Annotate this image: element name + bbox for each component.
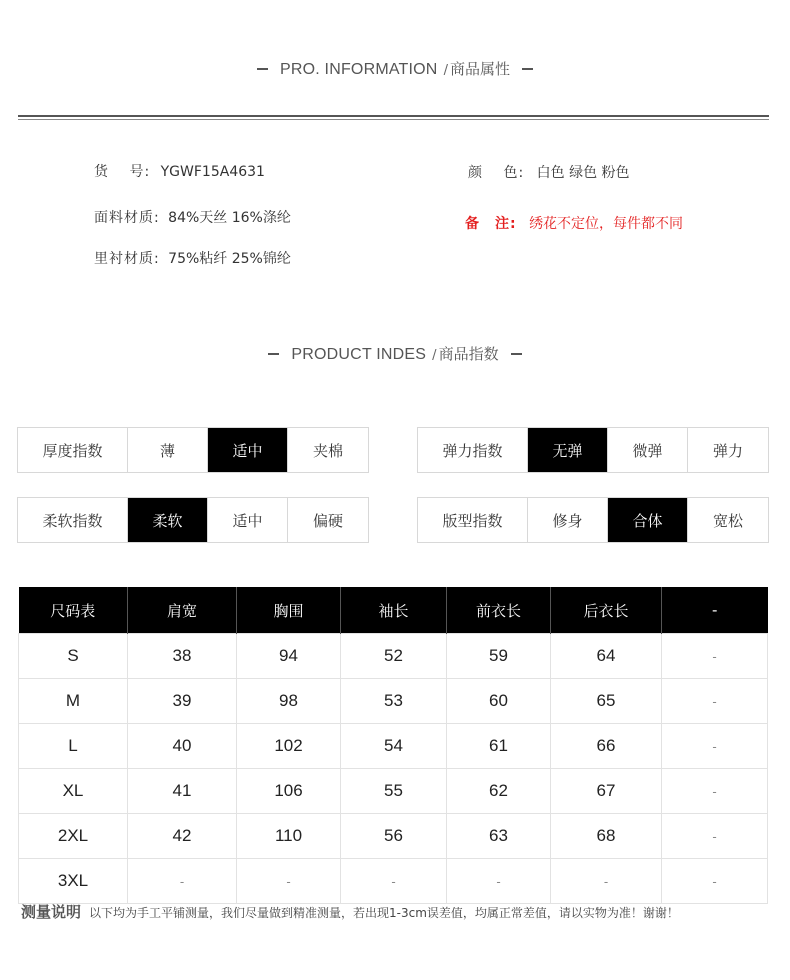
- table-cell: S: [19, 634, 128, 679]
- index-option-selected: 合体: [608, 498, 688, 542]
- index-option: 偏硬: [312, 511, 343, 530]
- table-cell: 106: [237, 769, 341, 814]
- index-option-selected: 适中: [208, 428, 288, 472]
- table-cell: 41: [128, 769, 237, 814]
- table-cell: 67: [551, 769, 662, 814]
- table-cell: 2XL: [19, 814, 128, 859]
- info-remark-value: 绣花不定位，每件都不同: [529, 216, 684, 232]
- table-cell: 59: [447, 634, 551, 679]
- table-cell: -: [662, 634, 768, 679]
- table-cell: -: [237, 859, 341, 904]
- table-cell: 55: [341, 769, 447, 814]
- section-title-cn: 商品属性: [449, 60, 510, 78]
- size-table-header-cell: 肩宽: [128, 587, 237, 634]
- size-table-header-cell: 袖长: [341, 587, 447, 634]
- table-cell: XL: [19, 769, 128, 814]
- index-label: 柔软指数: [18, 498, 128, 542]
- index-label: 弹力指数: [418, 428, 528, 472]
- table-cell: 53: [341, 679, 447, 724]
- divider-line: [18, 115, 769, 117]
- title-dash-right: [522, 68, 533, 70]
- measurement-note-text: 以下均为手工平铺测量，我们尽量做到精准测量，若出现1-3cm误差值，均属正常差值，请以实物为准！谢谢！: [89, 906, 679, 920]
- info-fabric-label: 面料材质:: [94, 210, 160, 226]
- info-remark-label: 备 注:: [465, 216, 517, 232]
- size-table-header-cell: 后衣长: [551, 587, 662, 634]
- table-cell: -: [341, 859, 447, 904]
- title-dash-left: [268, 353, 279, 355]
- info-lining-value: 75%粘纤 25%锦纶: [168, 251, 291, 267]
- table-cell: 56: [341, 814, 447, 859]
- index-option: 薄: [128, 428, 208, 472]
- table-cell: 39: [128, 679, 237, 724]
- section-title-en: PRODUCT INDES: [291, 346, 427, 363]
- table-cell: 52: [341, 634, 447, 679]
- table-cell: 65: [551, 679, 662, 724]
- size-table-header-cell: -: [662, 587, 768, 634]
- index-option-selected: 无弹: [528, 428, 608, 472]
- info-lining: [94, 248, 291, 268]
- info-fabric: [94, 207, 291, 227]
- table-cell: 102: [237, 724, 341, 769]
- table-cell: -: [662, 679, 768, 724]
- size-table-header: [19, 587, 768, 634]
- table-cell: 42: [128, 814, 237, 859]
- index-option: 微弹: [608, 428, 688, 472]
- table-cell: 94: [237, 634, 341, 679]
- table-cell: 63: [447, 814, 551, 859]
- measurement-note: [21, 901, 679, 922]
- table-cell: 60: [447, 679, 551, 724]
- info-color-value: 白色 绿色 粉色: [536, 165, 630, 181]
- index-option: 弹力: [712, 441, 743, 460]
- table-cell: 54: [341, 724, 447, 769]
- info-lining-label: 里衬材质:: [94, 251, 160, 267]
- index-option: 宽松: [712, 511, 743, 530]
- section-title-slash: /: [432, 348, 437, 363]
- table-cell: 38: [128, 634, 237, 679]
- table-row: [19, 634, 768, 679]
- table-cell: M: [19, 679, 128, 724]
- size-table: [18, 587, 768, 904]
- info-color-label: 颜 色:: [468, 165, 525, 181]
- table-cell: L: [19, 724, 128, 769]
- table-cell: -: [447, 859, 551, 904]
- index-fit: [417, 497, 769, 543]
- table-cell: 98: [237, 679, 341, 724]
- index-softness: [17, 497, 369, 543]
- table-row: [19, 769, 768, 814]
- table-cell: 40: [128, 724, 237, 769]
- size-table-header-cell: 尺码表: [19, 587, 128, 634]
- size-table-header-cell: 胸围: [237, 587, 341, 634]
- table-cell: 3XL: [19, 859, 128, 904]
- table-cell: -: [128, 859, 237, 904]
- index-label: 厚度指数: [18, 428, 128, 472]
- table-cell: -: [551, 859, 662, 904]
- index-option-selected: 柔软: [128, 498, 208, 542]
- table-cell: 62: [447, 769, 551, 814]
- measurement-note-title: 测量说明: [21, 903, 82, 921]
- section-title-en: PRO. INFORMATION: [280, 61, 438, 78]
- table-cell: 110: [237, 814, 341, 859]
- table-cell: 64: [551, 634, 662, 679]
- index-label: 版型指数: [418, 498, 528, 542]
- table-cell: 61: [447, 724, 551, 769]
- divider-line-thin: [18, 119, 769, 120]
- info-color: [468, 162, 630, 182]
- table-cell: -: [662, 724, 768, 769]
- table-row: [19, 859, 768, 904]
- table-cell: -: [662, 814, 768, 859]
- section-title-pro-information: [0, 58, 790, 79]
- index-thickness: [17, 427, 369, 473]
- info-item-no-value: YGWF15A4631: [160, 164, 265, 180]
- table-row: [19, 724, 768, 769]
- table-cell: -: [662, 859, 768, 904]
- info-fabric-value: 84%天丝 16%涤纶: [168, 210, 291, 226]
- title-dash-left: [257, 68, 268, 70]
- table-cell: -: [662, 769, 768, 814]
- table-row: [19, 679, 768, 724]
- info-remark: [465, 213, 683, 233]
- index-option: 适中: [208, 498, 288, 542]
- section-title-slash: /: [443, 63, 448, 78]
- section-title-cn: 商品指数: [438, 345, 499, 363]
- info-item-no: [94, 161, 265, 181]
- table-row: [19, 814, 768, 859]
- index-option: 夹棉: [312, 441, 343, 460]
- table-cell: 66: [551, 724, 662, 769]
- title-dash-right: [511, 353, 522, 355]
- index-option: 修身: [528, 498, 608, 542]
- table-cell: 68: [551, 814, 662, 859]
- index-elasticity: [417, 427, 769, 473]
- section-title-product-index: [0, 343, 790, 364]
- size-table-header-cell: 前衣长: [447, 587, 551, 634]
- info-item-no-label: 货 号:: [94, 164, 151, 180]
